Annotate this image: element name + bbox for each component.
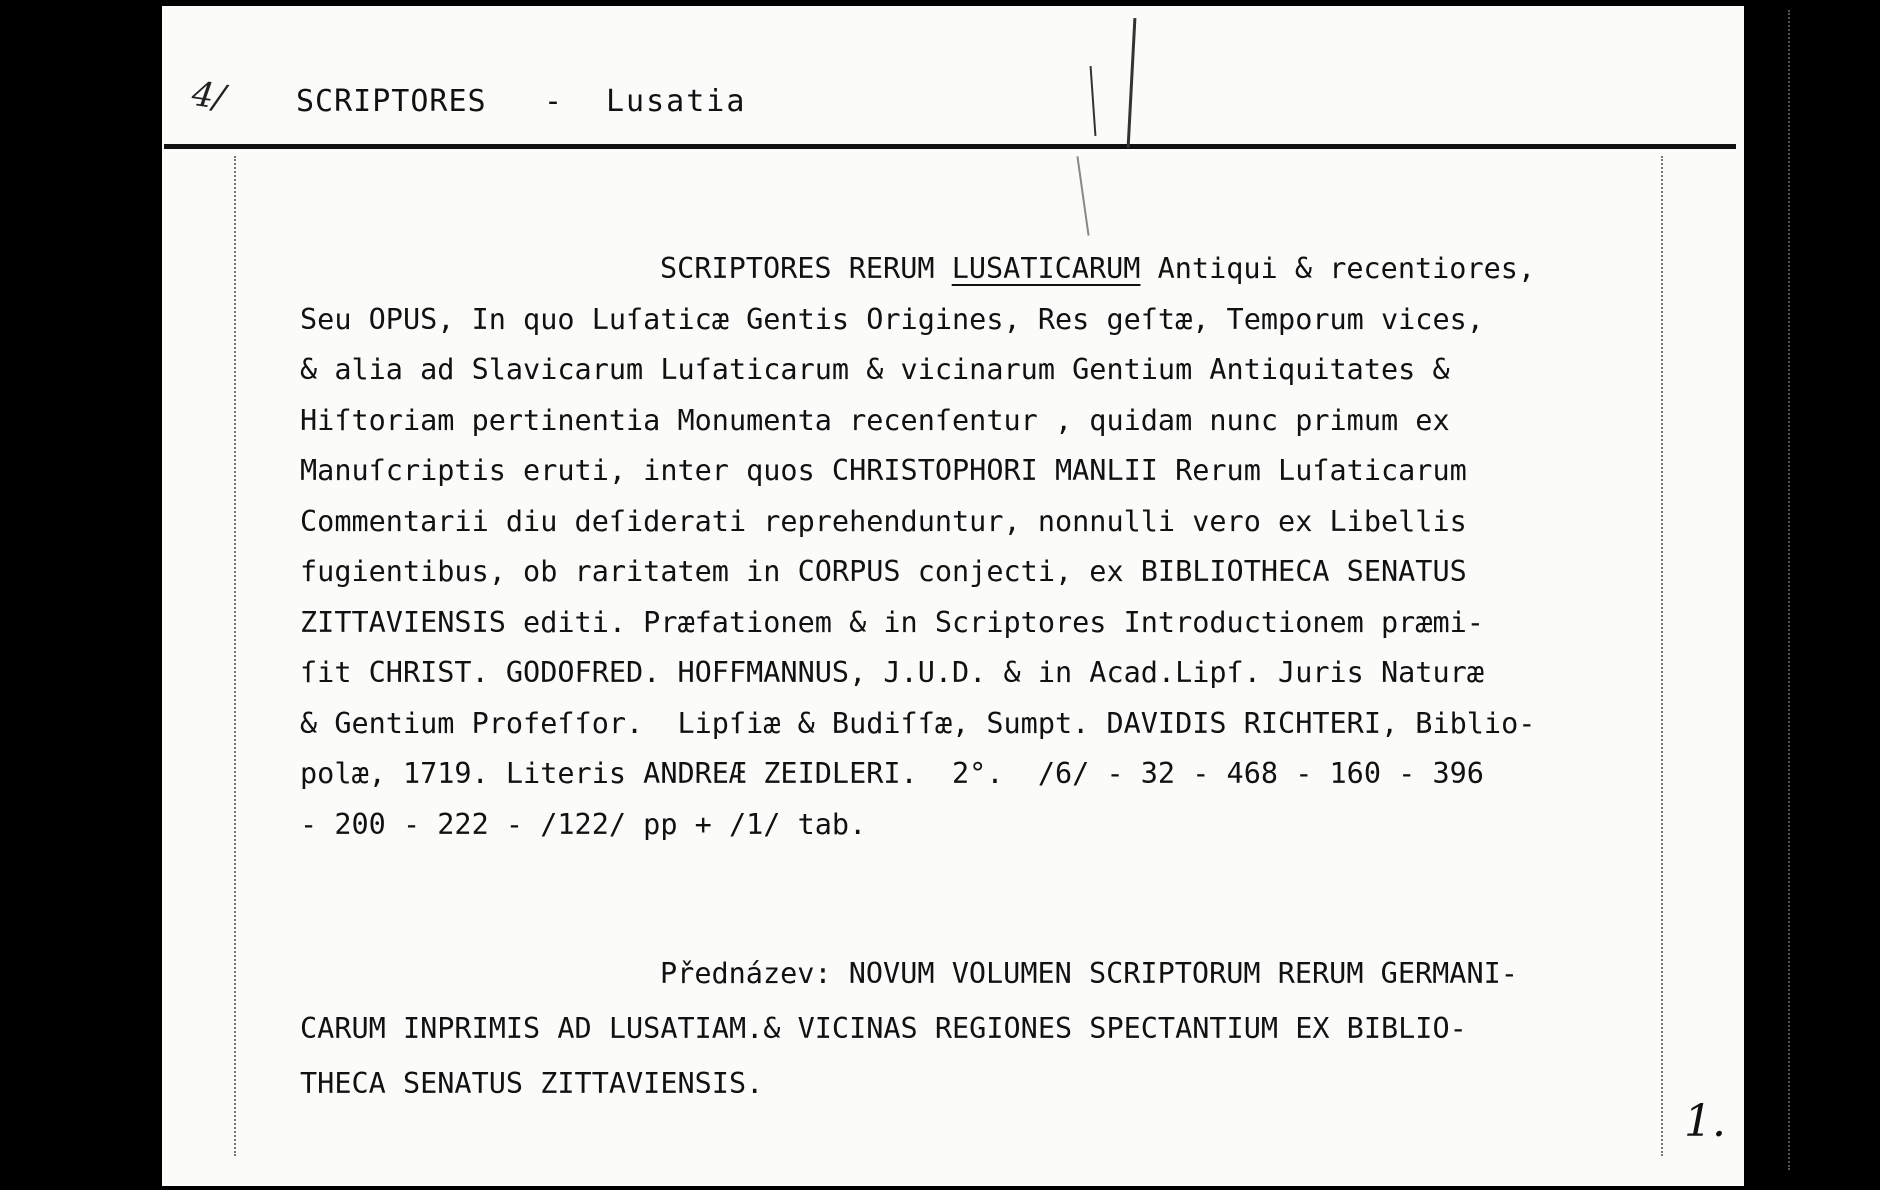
record-line: ZITTAVIENSIS editi. Præfationem & in Scriptores Introductionem præmi- [300, 605, 1484, 639]
record-line: fugientibus, ob raritatem in CORPUS conjecti, ex BIBLIOTHECA SENATUS [300, 555, 1467, 588]
record-line: & alia ad Slavicarum Luſaticarum & vicinarum Gentium Antiquitates & [300, 353, 1450, 386]
record-line: & Gentium Profeſſor. Lipſiæ & Budiſſæ, Sumpt. DAVIDIS RICHTERI, Biblio- [300, 706, 1536, 740]
record-underlined-title: LUSATICARUM [951, 252, 1141, 285]
header-dash: - [544, 84, 563, 119]
record-line: - 200 - 222 - /122/ pp + /1/ tab. [300, 807, 867, 841]
note-line: CARUM INPRIMIS AD LUSATIAM.& VICINAS REGIONES SPECTANTIUM EX BIBLIO- [300, 1012, 1467, 1045]
record-line: Manuſcriptis eruti, inter quos CHRISTOPHORI MANLII Rerum Luſaticarum [300, 454, 1467, 487]
record-line: polæ, 1719. Literis ANDREÆ ZEIDLERI. 2°. /6/ - 32 - 468 - 160 - 396 [300, 757, 1484, 790]
record-text [300, 244, 1680, 850]
record-line: Antiqui & recentiores, [1140, 252, 1536, 285]
card-header [162, 66, 1744, 126]
record-line: Seu OPUS, In quo Luſaticæ Gentis Origines, Res geſtæ, Temporum vices, [300, 302, 1484, 336]
note-line: THECA SENATUS ZITTAVIENSIS. [300, 1067, 764, 1100]
catalog-card [162, 6, 1744, 1186]
header-rule [164, 144, 1736, 149]
header-title: SCRIPTORES [296, 84, 487, 119]
record-line: ſit CHRIST. GODOFRED. HOFFMANNUS, J.U.D. & in Acad.Lipſ. Juris Naturæ [300, 656, 1484, 689]
record-line: SCRIPTORES RERUM [660, 252, 952, 285]
record-line: Hiſtoriam pertinentia Monumenta recenſentur , quidam nunc primum ex [300, 403, 1450, 437]
page-number: 1. [1684, 1096, 1726, 1147]
scan-scratch [1076, 156, 1089, 235]
scan-edge [1788, 10, 1794, 1170]
handwritten-mark: 4/ [189, 73, 228, 119]
pretitle-note [300, 946, 1680, 1111]
note-line: Přednázev: NOVUM VOLUMEN SCRIPTORUM RERUM GERMANI- [660, 957, 1518, 990]
left-margin-line [234, 156, 236, 1156]
header-subtitle: Lusatia [606, 84, 747, 119]
record-line: Commentarii diu deſiderati reprehenduntur, nonnulli vero ex Libellis [300, 504, 1467, 538]
